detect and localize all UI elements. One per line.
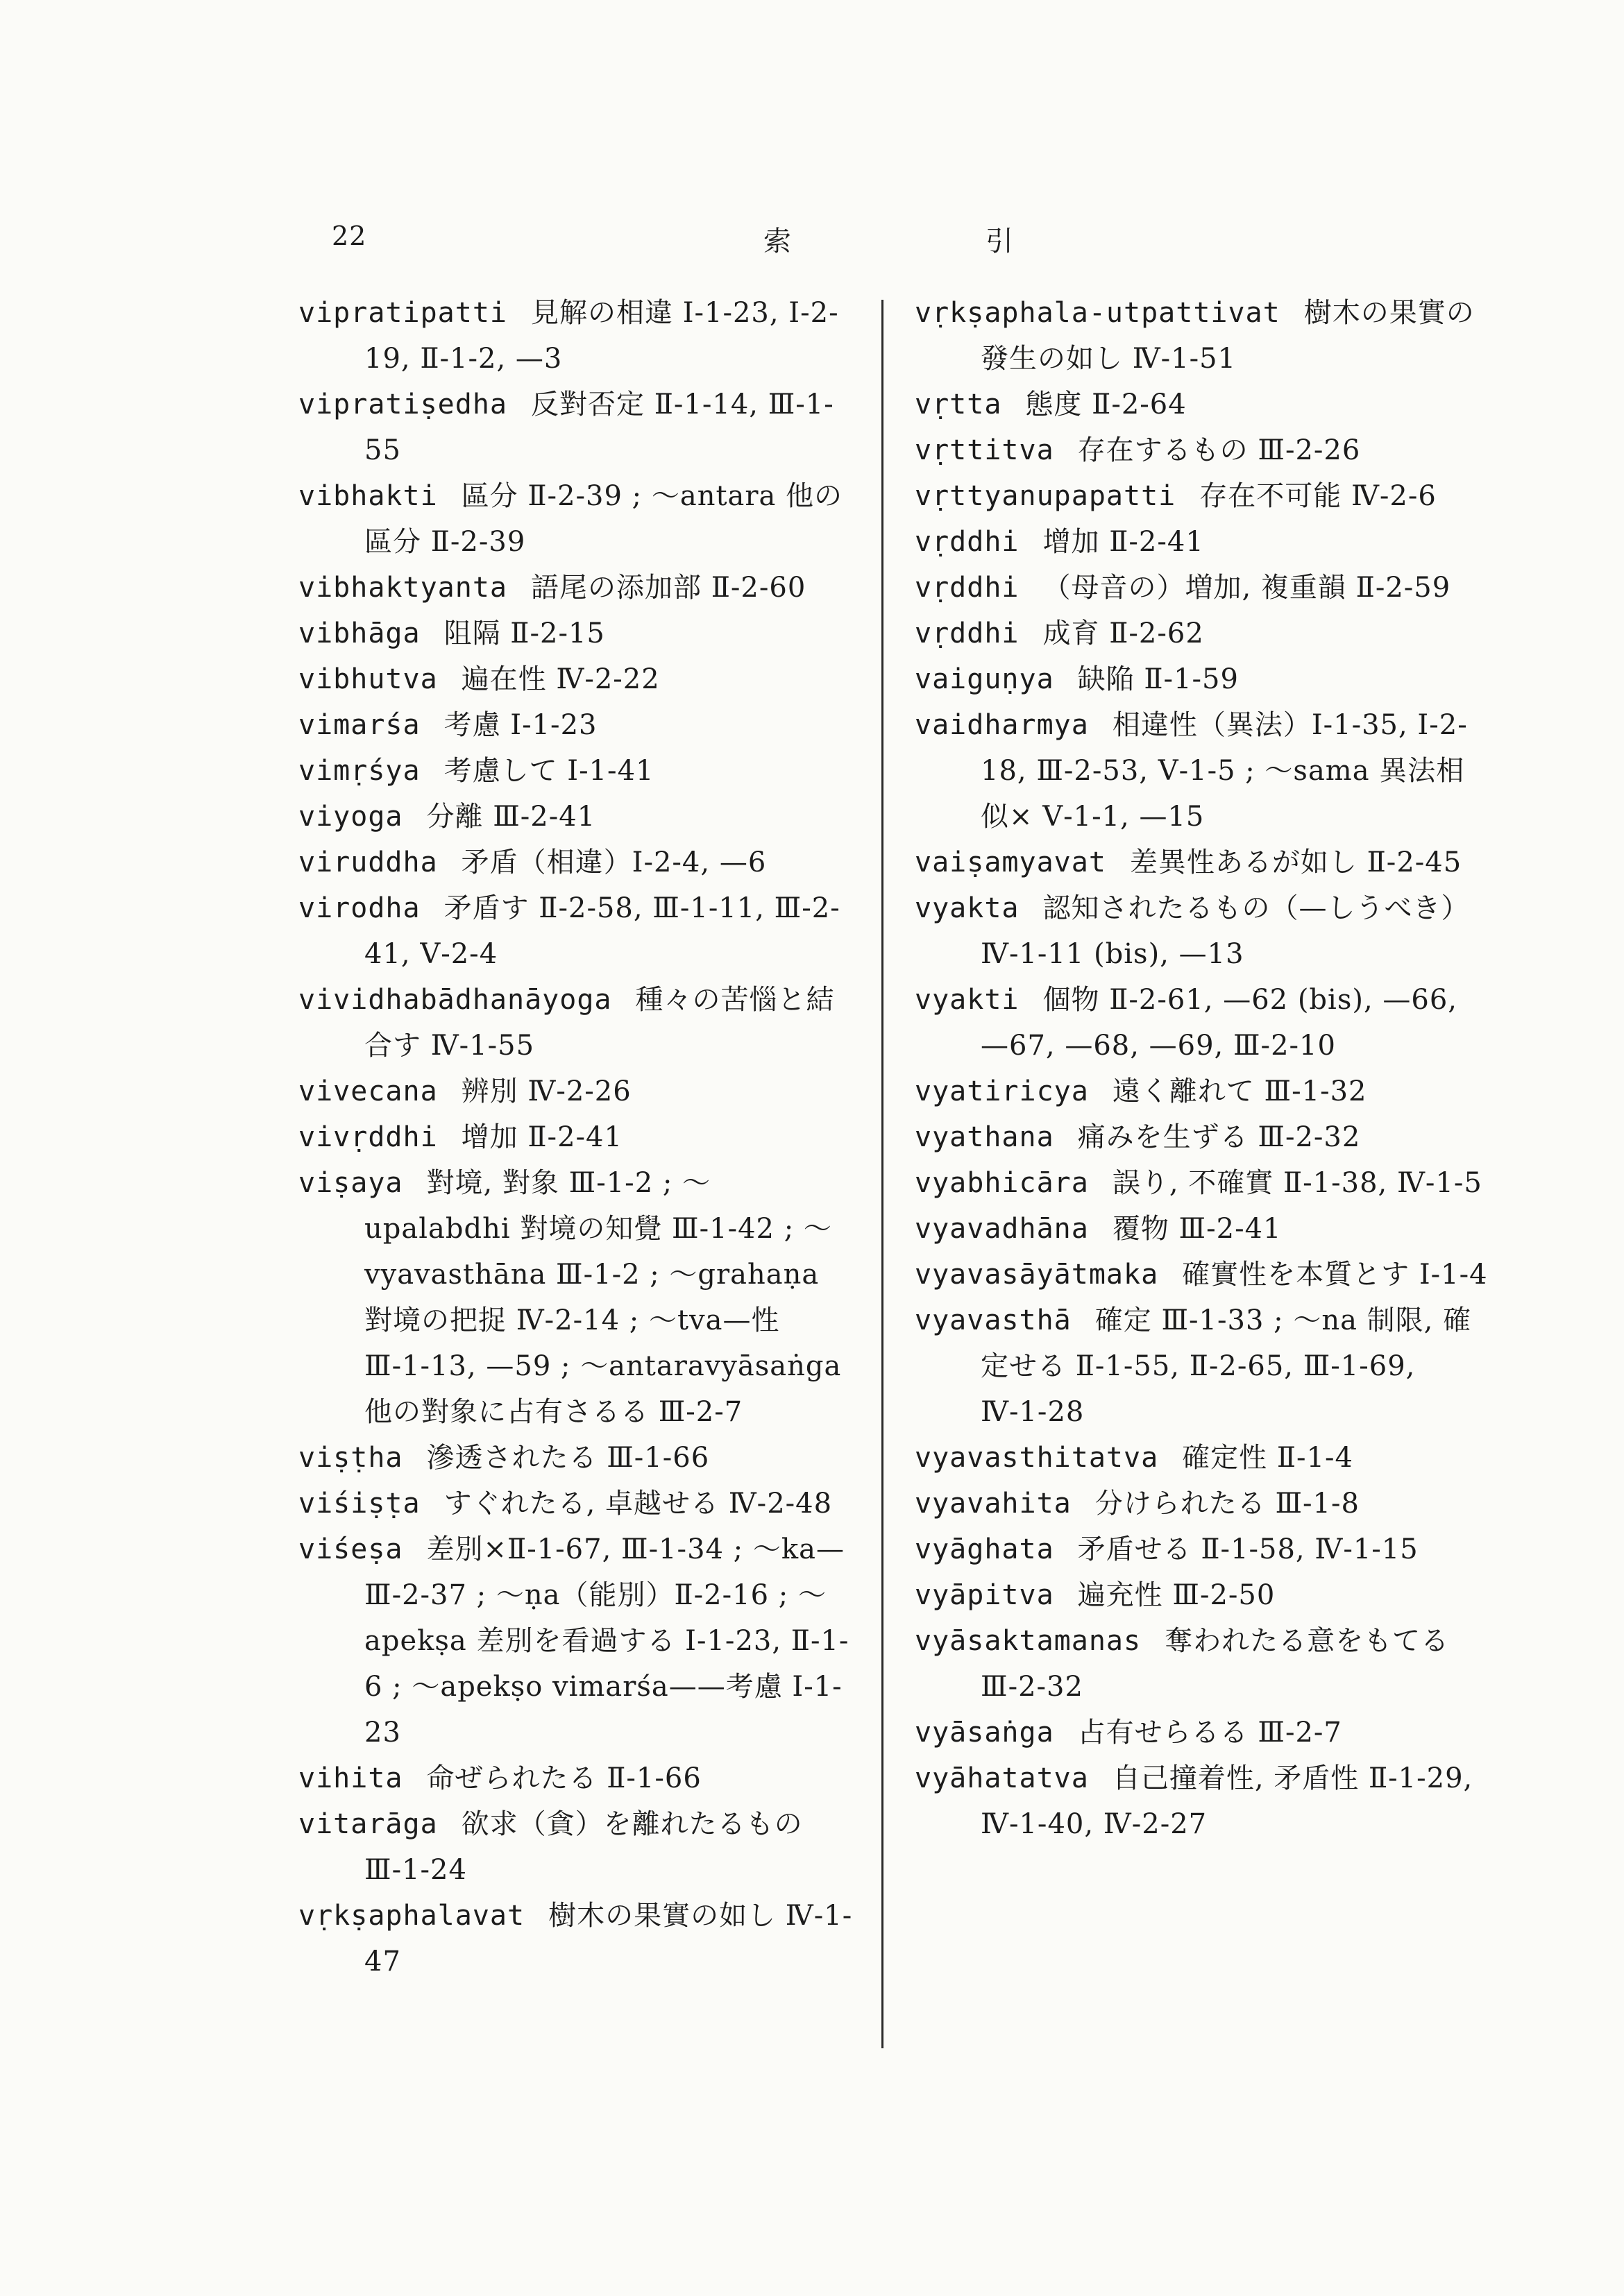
index-term: vṛkṣaphalavat xyxy=(298,1900,525,1932)
index-column-right xyxy=(915,290,1491,1847)
index-entry xyxy=(298,977,854,1069)
index-entry xyxy=(915,1069,1491,1114)
index-gloss: 遍在性 Ⅳ-2-22 xyxy=(461,663,660,695)
index-gloss: 區分 Ⅱ-2-39 ; ～antara 他の區分 Ⅱ-2-39 xyxy=(364,480,843,558)
index-entry xyxy=(915,473,1491,519)
index-term: vipratiṣedha xyxy=(298,389,507,420)
index-term: vyāsaṅga xyxy=(915,1717,1054,1749)
index-gloss: 考慮して Ⅰ-1-41 xyxy=(443,755,654,787)
index-entry xyxy=(298,1801,854,1893)
index-term: vyavasāyātmaka xyxy=(915,1259,1159,1291)
index-term: vibhutva xyxy=(298,663,438,695)
index-term: vaiguṇya xyxy=(915,663,1054,695)
index-entry xyxy=(915,1252,1491,1298)
index-term: viśeṣa xyxy=(298,1533,403,1565)
index-entry xyxy=(915,1114,1491,1160)
index-term: vyakta xyxy=(915,892,1020,924)
index-entry xyxy=(915,427,1491,473)
index-term: vyatiricya xyxy=(915,1075,1089,1107)
index-entry xyxy=(915,702,1491,840)
index-term: vyathana xyxy=(915,1121,1054,1153)
index-gloss: 滲透されたる Ⅲ-1-66 xyxy=(426,1442,710,1474)
index-entry xyxy=(298,1527,854,1755)
index-gloss: 差別×Ⅱ-1-67, Ⅲ-1-34 ; ～ka—Ⅲ-2-37 ; ～ṇa（能別）Ⅱ-2-16 ; ～apekṣa 差別を看過する Ⅰ-1-23, Ⅱ-1-6 ; ～apekṣo vimarśa——考慮 Ⅰ-1-23 xyxy=(364,1533,849,1749)
running-head-right: 引 xyxy=(986,226,1013,257)
index-gloss: 奪われたる意をもてる Ⅲ-2-32 xyxy=(981,1625,1450,1703)
index-gloss: 矛盾せる Ⅱ-1-58, Ⅳ-1-15 xyxy=(1077,1533,1419,1565)
index-entry xyxy=(298,656,854,702)
index-gloss: 成育 Ⅱ-2-62 xyxy=(1042,618,1204,649)
index-entry xyxy=(915,885,1491,977)
index-term: vibhāga xyxy=(298,618,421,649)
index-gloss: 樹木の果實の發生の如し Ⅳ-1-51 xyxy=(981,297,1475,375)
index-gloss: 命ぜられたる Ⅱ-1-66 xyxy=(426,1762,702,1794)
index-term: vṛttitva xyxy=(915,434,1054,466)
index-entry xyxy=(298,1160,854,1435)
index-gloss: 分けられたる Ⅲ-1-8 xyxy=(1094,1488,1360,1520)
index-term: vṛddhi xyxy=(915,572,1020,604)
index-entry xyxy=(298,840,854,885)
index-term: vṛkṣaphala-utpattivat xyxy=(915,297,1280,329)
index-term: vibhakti xyxy=(298,480,438,512)
index-term: vyāsaktamanas xyxy=(915,1625,1142,1657)
index-gloss: 個物 Ⅱ-2-61, —62 (bis), —66, —67, —68, —69, Ⅲ-2-10 xyxy=(981,984,1458,1062)
index-entry xyxy=(298,748,854,794)
page-number: 22 xyxy=(332,221,367,251)
index-entry xyxy=(915,977,1491,1069)
index-gloss: 阻隔 Ⅱ-2-15 xyxy=(443,618,605,649)
index-gloss: 確定性 Ⅱ-1-4 xyxy=(1182,1442,1353,1474)
index-entry xyxy=(915,1618,1491,1710)
index-term: vyāghata xyxy=(915,1533,1054,1565)
index-term: vaiṣamyavat xyxy=(915,847,1106,878)
index-gloss: 反對否定 Ⅱ-1-14, Ⅲ-1-55 xyxy=(364,389,834,466)
index-term: vyavahita xyxy=(915,1488,1072,1520)
index-gloss: 差異性あるが如し Ⅱ-2-45 xyxy=(1129,847,1462,878)
index-entry xyxy=(915,382,1491,427)
index-gloss: 遠く離れて Ⅲ-1-32 xyxy=(1112,1075,1367,1107)
index-gloss: 誤り, 不確實 Ⅱ-1-38, Ⅳ-1-5 xyxy=(1112,1167,1482,1199)
index-gloss: 對境, 對象 Ⅲ-1-2 ; ～upalabdhi 對境の知覺 Ⅲ-1-42 ; ～vyavasthāna Ⅲ-1-2 ; ～grahaṇa 對境の把捉 Ⅳ-2-14 ; ～tva—性 Ⅲ-1-13, —59 ; ～antaravyāsaṅga 他の對象に占有さるる Ⅲ-2-7 xyxy=(364,1167,842,1428)
index-entry xyxy=(915,656,1491,702)
index-entry xyxy=(298,794,854,840)
index-gloss: 占有せらるる Ⅲ-2-7 xyxy=(1077,1717,1342,1749)
index-entry xyxy=(298,1069,854,1114)
index-column-left xyxy=(298,290,854,1984)
index-term: vibhaktyanta xyxy=(298,572,507,604)
index-entry xyxy=(915,1481,1491,1527)
index-gloss: 種々の苦惱と結合す Ⅳ-1-55 xyxy=(364,984,835,1062)
index-term: vṛddhi xyxy=(915,526,1020,558)
index-gloss: 確定 Ⅲ-1-33 ; ～na 制限, 確定せる Ⅱ-1-55, Ⅱ-2-65, Ⅲ-1-69, Ⅳ-1-28 xyxy=(981,1304,1472,1428)
index-term: viruddha xyxy=(298,847,438,878)
index-gloss: 辨別 Ⅳ-2-26 xyxy=(461,1075,632,1107)
index-entry xyxy=(915,1435,1491,1481)
index-entry xyxy=(915,1160,1491,1206)
index-entry xyxy=(915,1298,1491,1435)
index-gloss: 語尾の添加部 Ⅱ-2-60 xyxy=(530,572,806,604)
index-entry xyxy=(915,611,1491,656)
index-gloss: 增加 Ⅱ-2-41 xyxy=(461,1121,623,1153)
index-entry xyxy=(298,1114,854,1160)
index-term: vividhabādhanāyoga xyxy=(298,984,612,1016)
index-entry xyxy=(915,1710,1491,1755)
index-gloss: 增加 Ⅱ-2-41 xyxy=(1042,526,1204,558)
index-term: vṛtta xyxy=(915,389,1002,420)
index-entry xyxy=(915,1572,1491,1618)
column-divider xyxy=(881,300,883,2048)
index-gloss: （母音の）増加, 複重韻 Ⅱ-2-59 xyxy=(1042,572,1451,604)
index-gloss: 分離 Ⅲ-2-41 xyxy=(426,801,596,833)
index-entry xyxy=(298,1435,854,1481)
index-term: vimarśa xyxy=(298,709,421,741)
index-entry xyxy=(298,885,854,977)
index-entry xyxy=(298,565,854,611)
index-term: vṛddhi xyxy=(915,618,1020,649)
index-gloss: 確實性を本質とす Ⅰ-1-4 xyxy=(1182,1259,1488,1291)
index-term: vivecana xyxy=(298,1075,438,1107)
index-gloss: 認知されたるもの（—しうべき）Ⅳ-1-11 (bis), —13 xyxy=(981,892,1470,970)
index-term: viṣṭha xyxy=(298,1442,403,1474)
index-entry xyxy=(915,840,1491,885)
index-term: vyāpitva xyxy=(915,1579,1054,1611)
index-gloss: 考慮 Ⅰ-1-23 xyxy=(443,709,598,741)
index-gloss: 態度 Ⅱ-2-64 xyxy=(1025,389,1187,420)
index-gloss: 遍充性 Ⅲ-2-50 xyxy=(1077,1579,1276,1611)
index-gloss: 矛盾す Ⅱ-2-58, Ⅲ-1-11, Ⅲ-2-41, Ⅴ-2-4 xyxy=(364,892,840,970)
index-term: vyāhatatva xyxy=(915,1762,1089,1794)
index-term: vitarāga xyxy=(298,1808,438,1840)
index-gloss: 見解の相違 Ⅰ-1-23, Ⅰ-2-19, Ⅱ-1-2, —3 xyxy=(364,297,839,375)
index-term: vimṛśya xyxy=(298,755,421,787)
index-term: vihita xyxy=(298,1762,403,1794)
index-gloss: 覆物 Ⅲ-2-41 xyxy=(1112,1213,1282,1245)
index-gloss: 矛盾（相違）Ⅰ-2-4, —6 xyxy=(461,847,767,878)
index-term: vipratipatti xyxy=(298,297,507,329)
index-term: vivṛddhi xyxy=(298,1121,438,1153)
index-entry xyxy=(915,1527,1491,1572)
index-entry xyxy=(915,290,1491,382)
index-term: vyavadhāna xyxy=(915,1213,1089,1245)
index-term: viśiṣṭa xyxy=(298,1488,421,1520)
index-entry xyxy=(298,382,854,473)
index-gloss: すぐれたる, 卓越せる Ⅳ-2-48 xyxy=(443,1488,833,1520)
index-term: vyabhicāra xyxy=(915,1167,1089,1199)
index-gloss: 相違性（異法）Ⅰ-1-35, Ⅰ-2-18, Ⅲ-2-53, Ⅴ-1-5 ; ～sama 異法相似× Ⅴ-1-1, —15 xyxy=(981,709,1468,833)
index-gloss: 自己撞着性, 矛盾性 Ⅱ-1-29, Ⅳ-1-40, Ⅳ-2-27 xyxy=(981,1762,1473,1840)
index-entry xyxy=(298,473,854,565)
index-entry xyxy=(298,1481,854,1527)
index-term: viyoga xyxy=(298,801,403,833)
index-term: viṣaya xyxy=(298,1167,403,1199)
index-entry xyxy=(915,565,1491,611)
index-entry xyxy=(298,1755,854,1801)
index-entry xyxy=(298,702,854,748)
index-gloss: 欲求（貪）を離れたるもの Ⅲ-1-24 xyxy=(364,1808,803,1886)
index-term: vaidharmya xyxy=(915,709,1089,741)
index-term: vyavasthitatva xyxy=(915,1442,1159,1474)
running-head xyxy=(763,219,1013,259)
index-gloss: 存在するもの Ⅲ-2-26 xyxy=(1077,434,1361,466)
running-head-left: 索 xyxy=(763,226,791,257)
index-entry xyxy=(915,1755,1491,1847)
index-entry xyxy=(915,1206,1491,1252)
index-gloss: 缺陥 Ⅱ-1-59 xyxy=(1077,663,1239,695)
index-entry xyxy=(298,290,854,382)
index-term: vṛttyanupapatti xyxy=(915,480,1176,512)
index-entry xyxy=(298,1893,854,1984)
index-entry xyxy=(298,611,854,656)
index-gloss: 痛みを生ずる Ⅲ-2-32 xyxy=(1077,1121,1361,1153)
index-term: vyavasthā xyxy=(915,1304,1072,1336)
index-gloss: 存在不可能 Ⅳ-2-6 xyxy=(1199,480,1437,512)
index-entry xyxy=(915,519,1491,565)
index-gloss: 樹木の果實の如し Ⅳ-1-47 xyxy=(364,1900,853,1978)
index-term: vyakti xyxy=(915,984,1020,1016)
index-term: virodha xyxy=(298,892,421,924)
